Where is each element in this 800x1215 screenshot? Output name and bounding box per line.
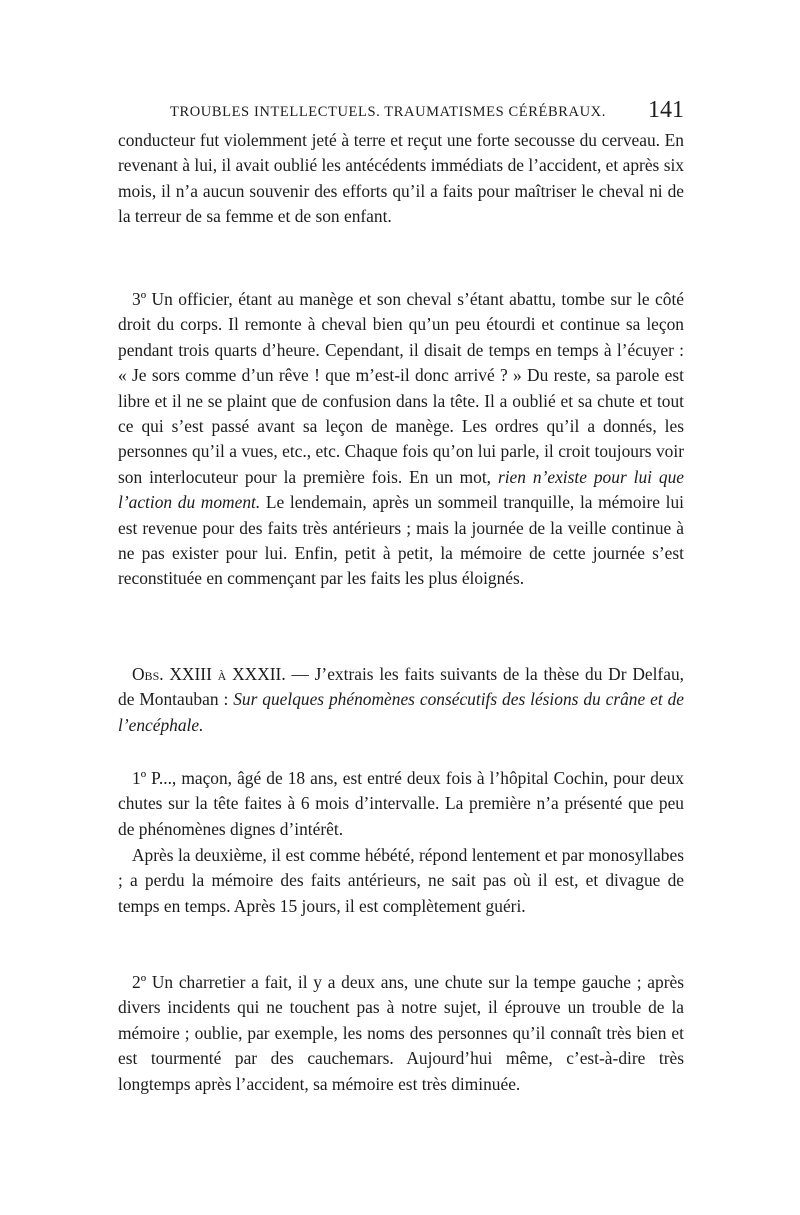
page-number: 141 xyxy=(648,97,684,123)
paragraph-observations-header xyxy=(118,662,684,738)
observation-label: Obs. XXIII à XXXII. — xyxy=(132,664,309,684)
observation-intro: J’extrais les faits suivants de la thèse du Dr Delfau, de Montauban : xyxy=(118,664,684,710)
paragraph-case-2: 2º Un charretier a fait, il y a deux ans, une chute sur la tempe gauche ; après divers incidents qui ne touchent pas à notre sujet, il éprouve un trouble de la mémoire ; oublie, par exemple, les noms des personnes qu’il connaît très bien et est tourmenté par des cauchemars. Aujourd’hui même, c’est-à-dire très longtemps après l’accident, sa mémoire est très diminuée. xyxy=(118,972,684,1094)
case-3-text-start: 3º Un officier, étant au manège et son cheval s’étant abattu, tombe sur le côté droit du corps. Il remonte à cheval bien qu’un peu étourdi et continue sa leçon pendant trois quarts d’heure. Cependant, il disait de temps en temps à l’écuyer : « Je sors comme d’un rêve ! que m’est-il donc arrivé ? » Du reste, sa parole est libre et il ne se plaint que de confusion dans la tête. Il a oublié et sa chute et tout ce qui s’est passé avant sa leçon de manège. Les ordres qu’il a donnés, les personnes qu’il a vues, etc., etc. Chaque fois qu’on lui parle, il croit toujours voir son interlocuteur pour la première fois. En un mot, xyxy=(118,289,684,487)
case-3-text-end: Le lendemain, après un sommeil tranquille, la mémoire lui est revenue pour des faits très antérieurs ; mais la journée de la veille continue à ne pas exister pour lui. Enfin, petit à petit, la mémoire de cette journée s’est reconstituée en commençant par les faits les plus éloignés. xyxy=(118,492,684,589)
paragraph-case-1-continued: Après la deuxième, il est comme hébété, répond lentement et par monosyllabes ; a perdu la mémoire des faits antérieurs, ne sait pas où il est, et divague de temps en temps. Après 15 jours, il est complètement guéri. xyxy=(118,845,684,916)
paragraph-continuation: conducteur fut violemment jeté à terre et reçut une forte secousse du cerveau. En revenant à lui, il avait oublié les antécédents immédiats de l’accident, et après six mois, il n’a aucun souvenir des efforts qu’il a faits pour maîtriser le cheval ni de la terreur de sa femme et de son enfant. xyxy=(118,130,684,227)
thesis-title: Sur quelques phénomènes consécutifs des lésions du crâne et de l’encéphale. xyxy=(118,689,685,735)
case-3-italic-phrase: rien n’existe pour lui que l’action du moment. xyxy=(118,466,684,513)
paragraph-case-1: 1º P..., maçon, âgé de 18 ans, est entré deux fois à l’hôpital Cochin, pour deux chutes sur la tête faites à 6 mois d’intervalle. La première n’a présenté que peu de phénomènes dignes d’intérêt. xyxy=(118,768,684,839)
running-title: TROUBLES INTELLECTUELS. TRAUMATISMES CÉRÉBRAUX. xyxy=(170,104,606,120)
running-head xyxy=(170,97,684,130)
paragraph-case-3 xyxy=(118,287,684,592)
